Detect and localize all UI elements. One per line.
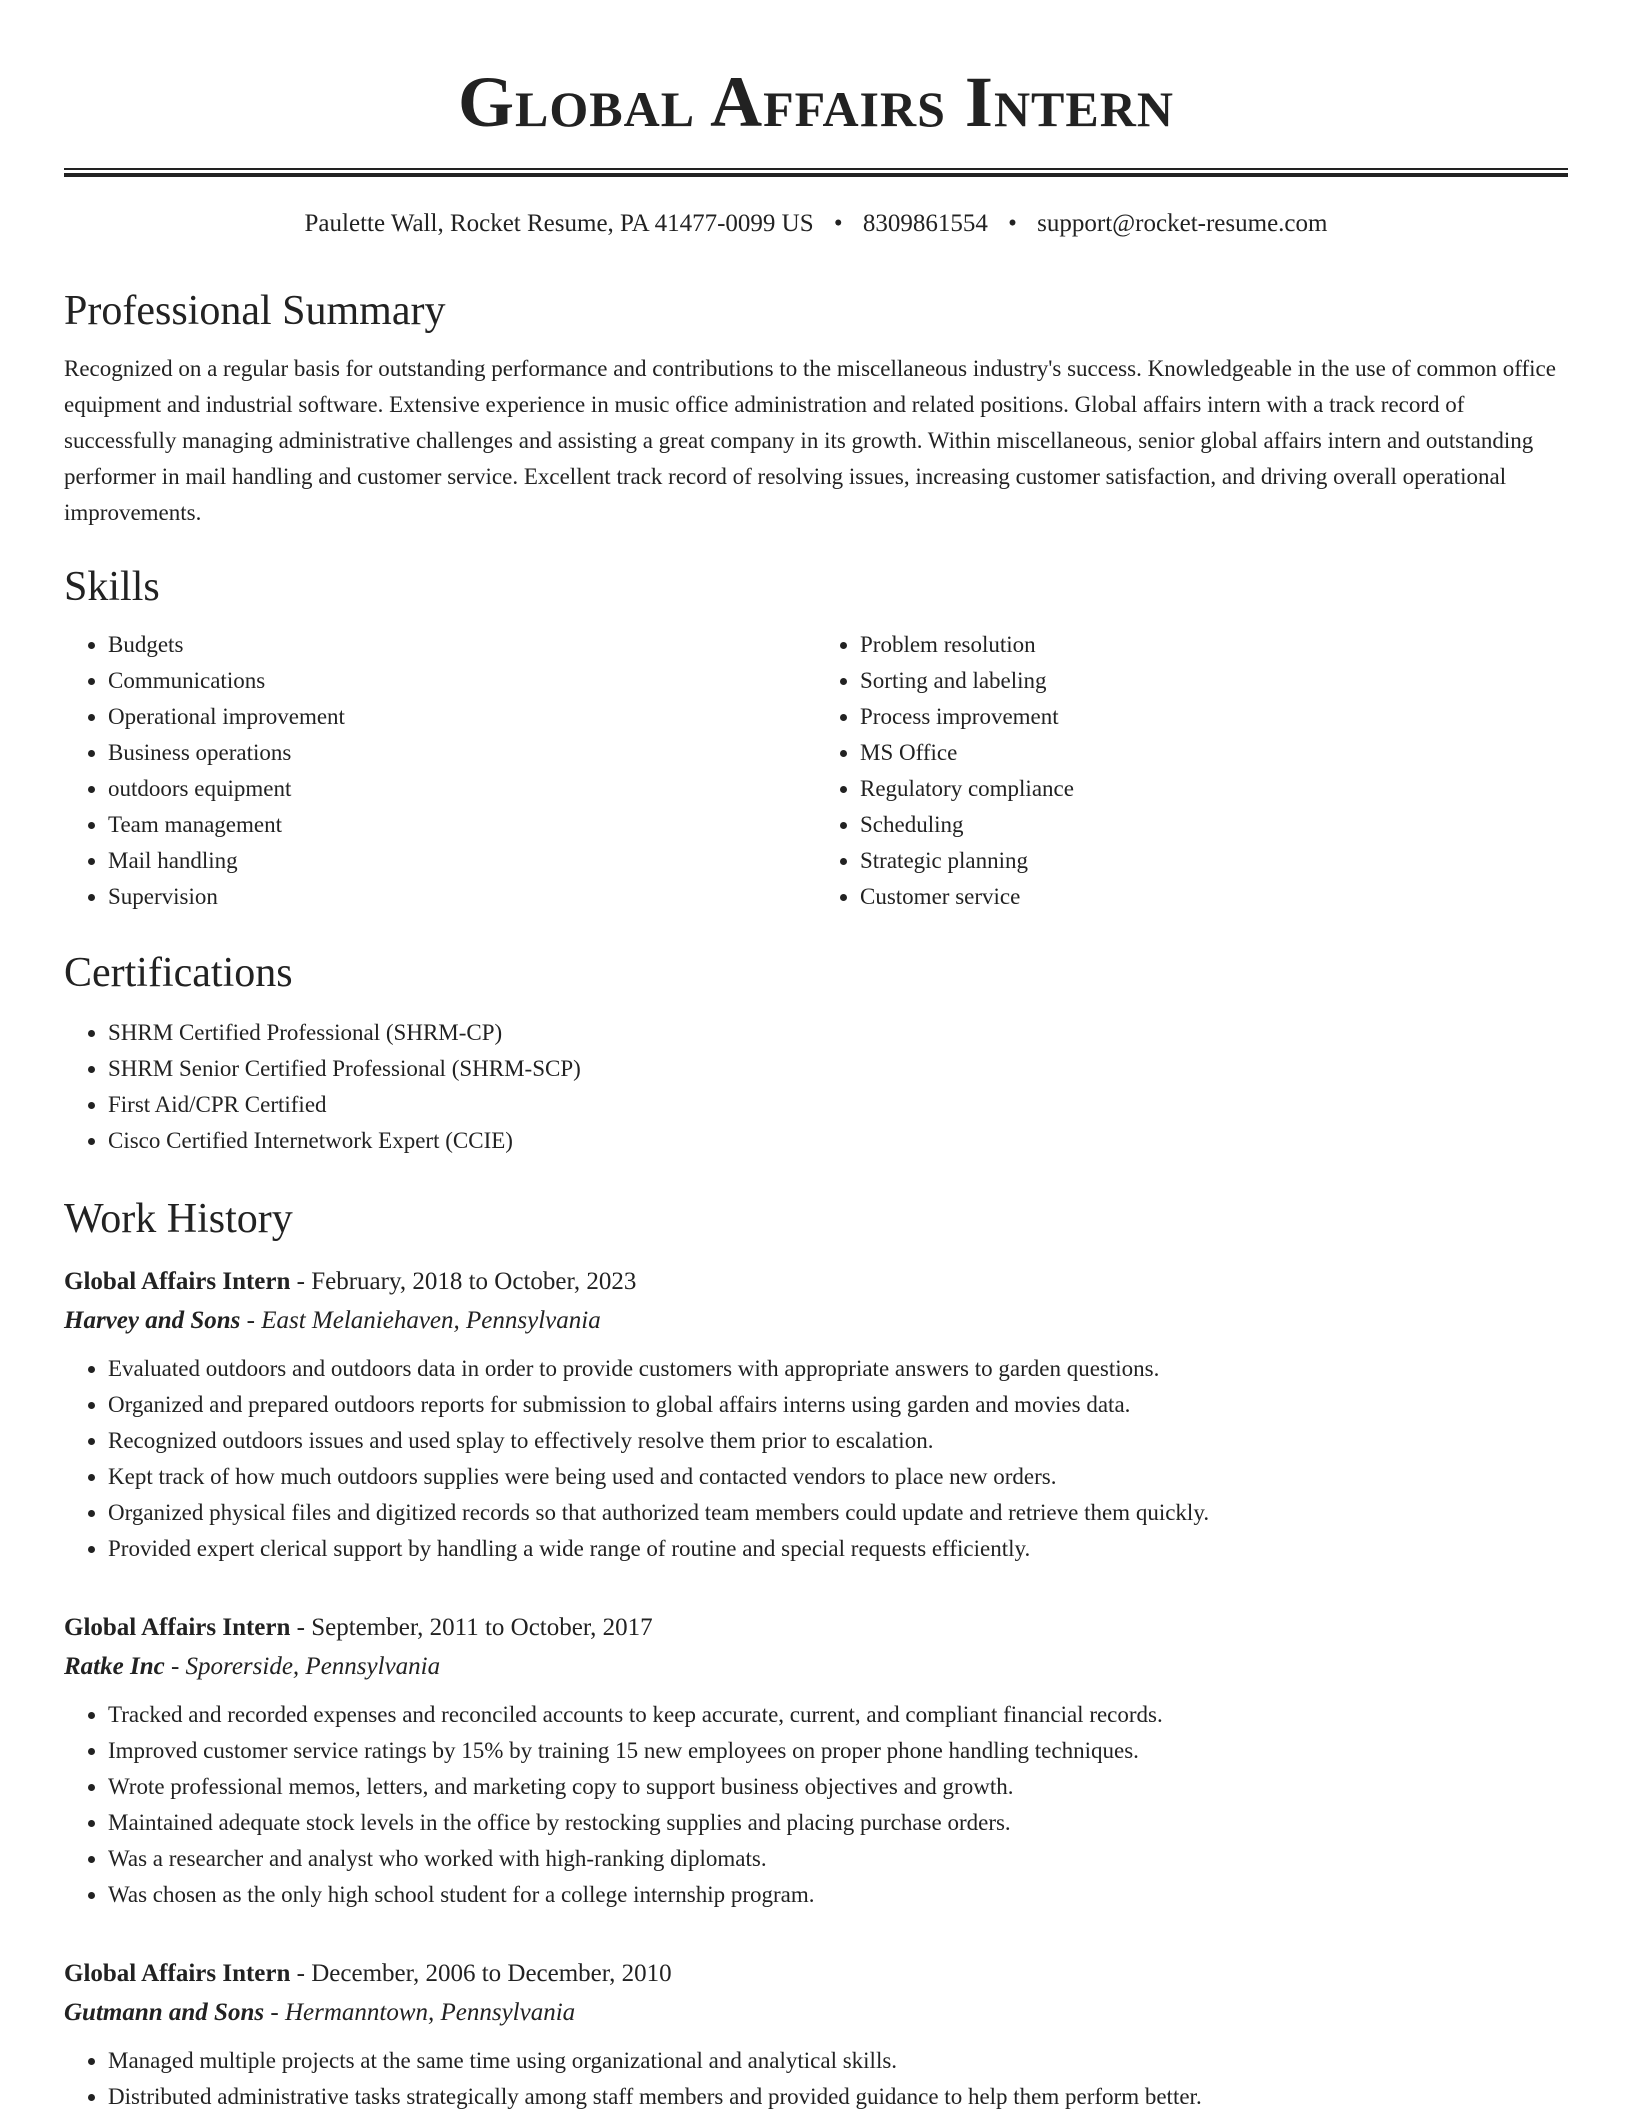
job-bullets	[64, 1351, 1568, 1567]
job-bullets	[64, 2043, 1568, 2115]
job-employer	[64, 1647, 1568, 1687]
skill-item: • Process improvement	[860, 699, 1568, 735]
job-bullet: • Tracked and recorded expenses and reconciled accounts to keep accurate, current, and compliant financial records.	[108, 1697, 1568, 1733]
contact-address: Paulette Wall, Rocket Resume, PA 41477-0099 US	[304, 210, 814, 237]
skill-item: • Strategic planning	[860, 843, 1568, 879]
skill-item: • Budgets	[108, 627, 816, 663]
job-location: Hermanntown, Pennsylvania	[284, 1999, 576, 2026]
skills-columns	[64, 627, 1568, 915]
summary-text: Recognized on a regular basis for outstanding performance and contributions to the miscellaneous industry's success. Knowledgeable in the use of common office equipment and industrial software. Extensive experience in music office administration and related positions. Global affairs intern with a track record of successfully managing administrative challenges and assisting a great company in its growth. Within miscellaneous, senior global affairs intern and outstanding performer in mail handling and customer service. Excellent track record of resolving issues, increasing customer satisfaction, and driving overall operational improvements.	[64, 356, 1556, 525]
job-dash: -	[164, 1653, 186, 1680]
job-dash: -	[290, 1614, 312, 1641]
skill-item: • Sorting and labeling	[860, 663, 1568, 699]
certifications-list	[64, 1015, 1568, 1159]
job-bullet: • Kept track of how much outdoors supplies were being used and contacted vendors to place new orders.	[108, 1459, 1568, 1495]
contact-phone: 8309861554	[862, 210, 988, 237]
job-location: East Melaniehaven, Pennsylvania	[261, 1307, 601, 1334]
job-title: Global Affairs Intern	[64, 1960, 291, 1987]
job-company-name: Ratke Inc	[64, 1653, 165, 1680]
job-location: Sporerside, Pennsylvania	[185, 1653, 441, 1680]
job-dates: September, 2011 to October, 2017	[311, 1614, 653, 1641]
contact-line	[64, 207, 1568, 241]
skills-list-right	[816, 627, 1568, 915]
job-bullet: • Managed multiple projects at the same time using organizational and analytical skills.	[108, 2043, 1568, 2079]
certifications-heading: Certifications	[64, 950, 293, 996]
job-dates: February, 2018 to October, 2023	[311, 1268, 637, 1295]
skill-item: • Mail handling	[108, 843, 816, 879]
certification-item: • First Aid/CPR Certified	[108, 1087, 1568, 1123]
job-dates: December, 2006 to December, 2010	[311, 1960, 672, 1987]
title-divider	[64, 168, 1568, 177]
job-dash: -	[290, 1960, 312, 1987]
contact-separator: •	[1008, 210, 1017, 237]
job-employer	[64, 1993, 1568, 2033]
skill-item: • Communications	[108, 663, 816, 699]
job-bullet: • Improved customer service ratings by 15% by training 15 new employees on proper phone handling techniques.	[108, 1733, 1568, 1769]
skill-item: • Team management	[108, 807, 816, 843]
job-bullets	[64, 1697, 1568, 1913]
certification-item: • SHRM Senior Certified Professional (SHRM-SCP)	[108, 1051, 1568, 1087]
job-employer	[64, 1301, 1568, 1341]
work-history-heading: Work History	[64, 1196, 293, 1242]
job-dash: -	[240, 1307, 262, 1334]
certification-item: • Cisco Certified Internetwork Expert (CCIE)	[108, 1123, 1568, 1159]
skill-item: • Business operations	[108, 735, 816, 771]
job-entry	[64, 1263, 1568, 1567]
job-entry	[64, 1955, 1568, 2115]
job-company-name: Harvey and Sons	[64, 1307, 241, 1334]
skill-item: • Problem resolution	[860, 627, 1568, 663]
job-bullet: • Distributed administrative tasks strategically among staff members and provided guidance to help them perform better.	[108, 2079, 1568, 2115]
document-title: Global Affairs Intern	[458, 62, 1174, 142]
contact-separator: •	[833, 210, 843, 237]
skill-item: • Supervision	[108, 879, 816, 915]
skill-item: • Operational improvement	[108, 699, 816, 735]
job-bullet: • Maintained adequate stock levels in the office by restocking supplies and placing purchase orders.	[108, 1805, 1568, 1841]
job-company-name: Gutmann and Sons	[64, 1999, 265, 2026]
skills-list-left	[64, 627, 816, 915]
job-bullet: • Evaluated outdoors and outdoors data in order to provide customers with appropriate answers to garden questions.	[108, 1351, 1568, 1387]
contact-email: support@rocket-resume.com	[1037, 210, 1328, 237]
job-bullet: • Was chosen as the only high school student for a college internship program.	[108, 1877, 1568, 1913]
skill-item: • outdoors equipment	[108, 771, 816, 807]
job-bullet: • Organized physical files and digitized records so that authorized team members could update and retrieve them quickly.	[108, 1495, 1568, 1531]
job-bullet: • Provided expert clerical support by handling a wide range of routine and special requests efficiently.	[108, 1531, 1568, 1567]
job-dash: -	[290, 1268, 312, 1295]
resume-page	[64, 0, 1568, 2115]
skill-item: • Customer service	[860, 879, 1568, 915]
job-entry	[64, 1609, 1568, 1913]
skill-item: • MS Office	[860, 735, 1568, 771]
job-header	[64, 1955, 1568, 1993]
job-header	[64, 1609, 1568, 1647]
skill-item: • Scheduling	[860, 807, 1568, 843]
job-header	[64, 1263, 1568, 1301]
skills-heading: Skills	[64, 564, 160, 610]
job-bullet: • Wrote professional memos, letters, and marketing copy to support business objectives and growth.	[108, 1769, 1568, 1805]
job-title: Global Affairs Intern	[64, 1614, 291, 1641]
job-bullet: • Recognized outdoors issues and used splay to effectively resolve them prior to escalation.	[108, 1423, 1568, 1459]
job-title: Global Affairs Intern	[64, 1268, 291, 1295]
job-bullet: • Was a researcher and analyst who worked with high-ranking diplomats.	[108, 1841, 1568, 1877]
summary-heading: Professional Summary	[64, 288, 446, 334]
certification-item: • SHRM Certified Professional (SHRM-CP)	[108, 1015, 1568, 1051]
skill-item: • Regulatory compliance	[860, 771, 1568, 807]
job-dash: -	[264, 1999, 285, 2026]
job-bullet: • Organized and prepared outdoors reports for submission to global affairs interns using garden and movies data.	[108, 1387, 1568, 1423]
